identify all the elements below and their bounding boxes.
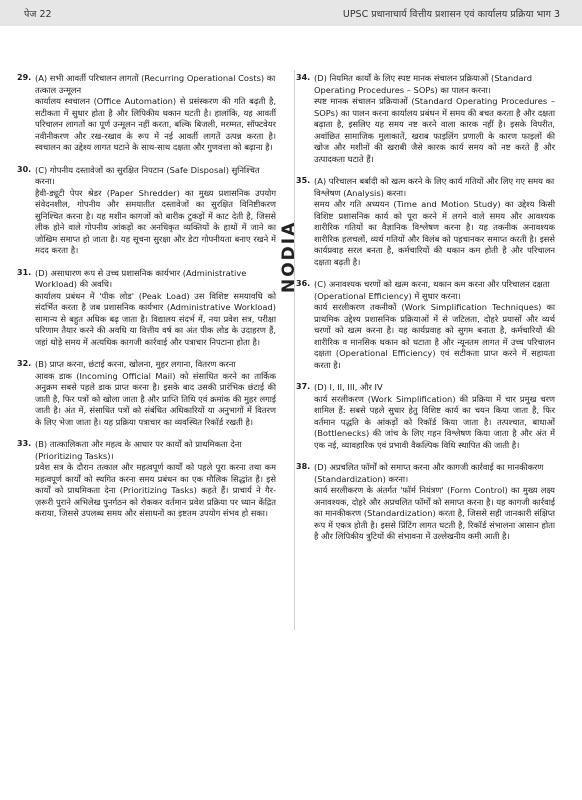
- explanation-text: स्पष्ट मानक संचालन प्रक्रियाओं (Standard Operating Procedures – SOPs) का पालन करना कार्यालय प्रबंधन में समय की बचत करता है और दक्षता बढ़ाता है, इसलिए यह समय नष्ट करने वाला कारक नहीं है। इसके विपरीत, अवांछित सामाजिक मुलाकातें, खराब फाइलिंग प्रणाली के कारण फाइलों की खोज और मशीनों की खराबी जैसे कारक कार्य समय को नष्ट करते हैं और उत्पादकता घटाते हैं।: [314, 96, 555, 164]
- explanation-text: कार्य सरलीकरण के अंतर्गत 'फॉर्म नियंत्रण' (Form Control) का मुख्य लक्ष्य अनावश्यक, दोहरे और अप्रचलित फॉर्मों को समाप्त करना है। यह कागजी कार्रवाई का मानकीकरण (Standardization) करता है, जिससे सही जानकारी संक्षिप्त रूप में एकत्र होती है। इससे प्रिंटिंग लागत घटती है, रिकॉर्ड संभालना आसान होता है और लिपिकीय त्रुटियों की संभावना में उल्लेखनीय कमी आती है।: [314, 485, 555, 541]
- answer-text: (D) I, II, III, और IV: [314, 382, 383, 392]
- answer-text: (D) नियमित कार्यों के लिए स्पष्ट मानक संचालन प्रक्रियाओं (Standard Operating Procedures – SOPs) का पालन करना।: [314, 73, 533, 95]
- question-33: [17, 439, 276, 520]
- explanation-text: समय और गति अध्ययन (Time and Motion Study) का उद्देश्य किसी विशिष्ट प्रशासनिक कार्य को पूरा करने में लगने वाले समय और आवश्यक शारीरिक गतियों का वैज्ञानिक विश्लेषण करना है। यह तकनीक अनावश्यक शारीरिक हलचलों, व्यर्थ गतियों और विलंब को पहचानकर समाप्त करती है। इससे कार्यप्रवाह सरल बनता है, कर्मचारियों की थकान कम होती है और परिचालन दक्षता बढ़ती है।: [314, 199, 555, 267]
- answer-text: (B) तात्कालिकता और महत्व के आधार पर कार्यों को प्राथमिकता देना (Prioritizing Tasks)।: [35, 439, 242, 461]
- question-number: 30.: [17, 164, 32, 174]
- answer-text: (C) अनावश्यक चरणों को खत्म करना, थकान कम करना और परिचालन दक्षता (Operational Efficiency) में सुधार करना।: [314, 279, 550, 301]
- answer-text: (A) परिचालन बर्बादी को खत्म करने के लिए कार्य गतियों और लिए गए समय का विश्लेषण (Analysis) करना।: [314, 176, 555, 198]
- question-35: [296, 176, 555, 268]
- right-column: [296, 73, 555, 543]
- page-number: पेज 22: [24, 9, 52, 20]
- column-divider: [294, 70, 295, 630]
- question-number: 37.: [296, 382, 311, 391]
- question-number: 38.: [296, 462, 311, 471]
- question-32: [17, 359, 276, 428]
- explanation-text: आवक डाक (Incoming Official Mail) को संसाधित करने का तार्किक अनुक्रम सबसे पहले डाक प्राप्त करना है। इसके बाद उसकी प्रारंभिक छंटाई की जाती है, फिर पत्रों को खोला जाता है और प्राप्ति तिथि एवं क्रमांक की मुहर लगाई जाती है। अंत में, संसाधित पत्रों को संबंधित अधिकारियों या अनुभागों में वितरण के लिए भेजा जाता है। यह प्रक्रिया पत्राचार का व्यवस्थित रिकॉर्ड रखती है।: [35, 370, 276, 427]
- question-29: [17, 73, 276, 154]
- answer-text: (B) प्राप्त करना, छंटाई करना, खोलना, मुहर लगाना, वितरण करना: [35, 359, 236, 369]
- question-number: 35.: [296, 176, 311, 185]
- answer-text: (C) गोपनीय दस्तावेजों का सुरक्षित निपटान (Safe Disposal) सुनिश्चित करना।: [35, 164, 260, 186]
- answer-text: (D) असाधारण रूप से उच्च प्रशासनिक कार्यभार (Administrative Workload) की अवधि।: [35, 267, 247, 289]
- question-number: 34.: [296, 73, 311, 82]
- explanation-text: कार्यालय स्वचालन (Office Automation) से प्रसंस्करण की गति बढ़ती है, सटीकता में सुधार होता है और लिपिकीय थकान घटती है। हालांकि, यह आवर्ती परिचालन लागतों का पूर्ण उन्मूलन नहीं करता, बल्कि बिजली, मरम्मत, सॉफ्टवेयर नवीनीकरण और रख-रखाव के रूप में नई आवर्ती लागतें उत्पन्न करता है। स्वचालन का उद्देश्य लागत घटाने के साथ-साथ दक्षता और गुणवत्ता को बढ़ाना है।: [35, 96, 276, 152]
- question-31: [17, 267, 276, 349]
- question-number: 31.: [17, 267, 32, 277]
- explanation-text: कार्य सरलीकरण तकनीकों (Work Simplification Techniques) का प्राथमिक उद्देश्य प्रशासनिक प्रक्रियाओं में से जटिलता, दोहरे प्रयासों और व्यर्थ चरणों को खत्म करना है। यह कार्यप्रवाह को सुगम बनाता है, कर्मचारियों की शारीरिक व मानसिक थकान को घटाता है और न्यूनतम लागत में उच्च परिचालन दक्षता (Operational Efficiency) एवं सटीकता प्राप्त करने में सहायता करता है।: [314, 302, 555, 370]
- question-36: [296, 279, 555, 371]
- explanation-text: हैवी-ड्यूटी पेपर श्रेडर (Paper Shredder) का मुख्य प्रशासनिक उपयोग संवेदनशील, गोपनीय और समयातीत दस्तावेजों का सुरक्षित विनिष्टीकरण सुनिश्चित करना है। यह मशीन कागजों को बारीक टुकड़ों में काट देती है, जिससे लीक होने वाले गोपनीय आंकड़ों का अनधिकृत व्यक्तियों के हाथों में जाने का जोखिम समाप्त हो जाता है। यह सूचना सुरक्षा और डेटा गोपनीयता बनाए रखने में मदद करता है।: [35, 187, 276, 255]
- explanation-text: प्रवेश सत्र के दौरान तत्काल और महत्वपूर्ण कार्यों को पहले पूरा करना तथा कम महत्वपूर्ण कार्यों को स्थगित करना समय प्रबंधन का एक मौलिक सिद्धांत है। इसे कार्यों को प्राथमिकता देना (Prioritizing Tasks) कहते हैं। प्राचार्य ने गैर-ज़रूरी पुराने अभिलेख पुनर्गठन को रोककर वर्तमान प्रवेश प्रक्रिया पर ध्यान केंद्रित कराया, जिससे उपलब्ध समय और संसाधनों का इष्टतम उपयोग संभव हो सका।: [35, 462, 276, 518]
- question-38: [296, 462, 555, 543]
- explanation-text: कार्यालय प्रबंधन में 'पीक लोड' (Peak Load) उस विशिष्ट समयावधि को संदर्भित करता है जब प्रशासनिक कार्यभार (Administrative Workload) सामान्य से बहुत अधिक बढ़ जाता है। विद्यालय संदर्भ में, नया प्रवेश सत्र, परीक्षा परिणाम तैयार करने की अवधि या वित्तीय वर्ष का अंत पीक लोड के उदाहरण हैं, जहां थोड़े समय में अत्यधिक कागजी कार्रवाई और पत्राचार निपटाना होता है।: [35, 290, 276, 347]
- left-column: [17, 73, 276, 520]
- explanation-text: कार्य सरलीकरण (Work Simplification) की प्रक्रिया में चार प्रमुख चरण शामिल हैं: सबसे पहले सुधार हेतु विशिष्ट कार्य का चयन किया जाता है, फिर वर्तमान पद्धति के आंकड़ों को रिकॉर्ड किया जाता है। तत्पश्चात, बाधाओं (Bottlenecks) की जांच के लिए गहन विश्लेषण किया जाता है और अंत में एक नई, व्यावहारिक एवं प्रभावी वैकल्पिक विधि स्थापित की जाती है।: [314, 393, 555, 450]
- document-title: UPSC प्रधानाचार्य वित्तीय प्रशासन एवं कार्यालय प्रक्रिया भाग 3: [342, 9, 560, 20]
- question-number: 32.: [17, 359, 32, 368]
- question-30: [17, 164, 276, 257]
- question-37: [296, 382, 555, 451]
- answer-text: (A) सभी आवर्ती परिचालन लागतों (Recurring Operational Costs) का तत्काल उन्मूलन: [35, 73, 276, 95]
- question-number: 29.: [17, 73, 32, 82]
- page-header: [0, 0, 582, 26]
- question-34: [296, 73, 555, 165]
- answer-text: (D) अप्रचलित फॉर्मों को समाप्त करना और कागजी कार्रवाई का मानकीकरण (Standardization) करना।: [314, 462, 544, 484]
- question-number: 36.: [296, 279, 311, 288]
- question-number: 33.: [17, 439, 32, 448]
- brand-watermark: NODIA: [279, 220, 299, 294]
